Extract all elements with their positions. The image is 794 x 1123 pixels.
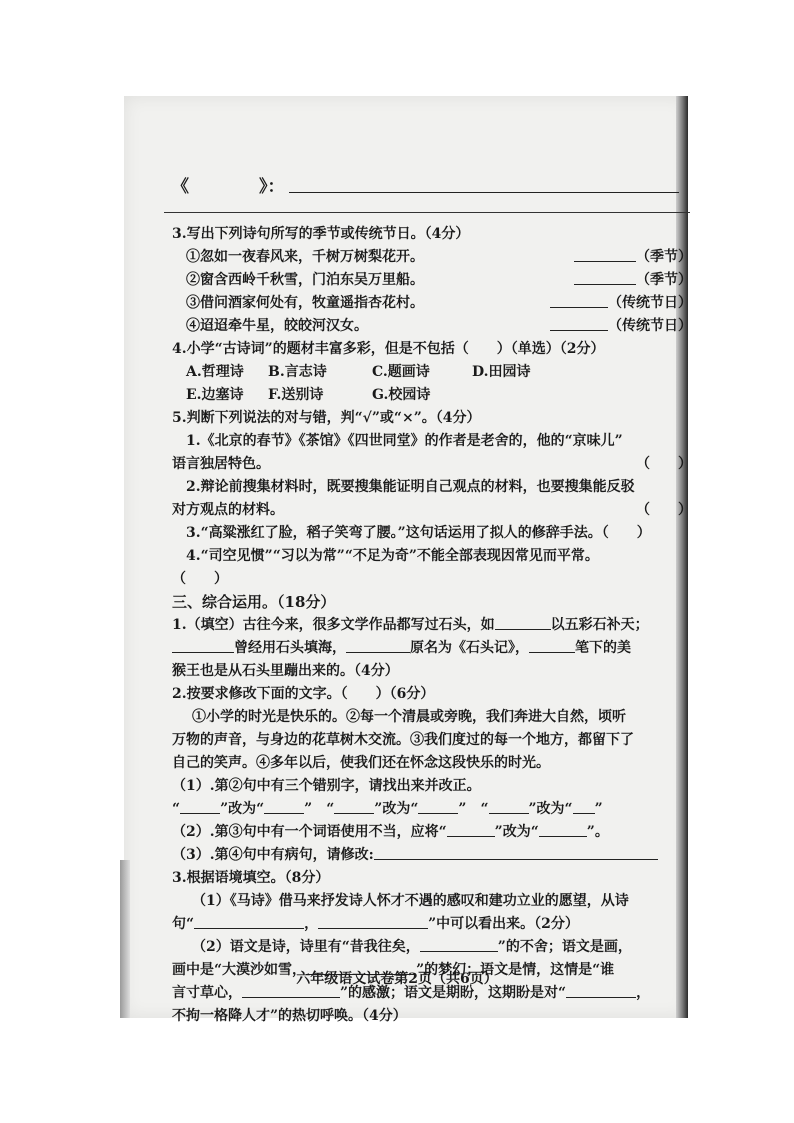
page-footer: 六年级语文试卷第2页（共6页） — [296, 971, 498, 987]
passage-line: ①小学的时光是快乐的。②每一个清晨或旁晚，我们奔进大自然，顷听 — [192, 709, 626, 725]
statement-text: 对方观点的材料。 — [172, 502, 284, 518]
option-c[interactable]: C.题画诗 — [372, 364, 430, 380]
question-title: 4.小学“古诗词”的题材丰富多彩，但是不包括（ ）（单选）（2分） — [172, 341, 605, 357]
answer-blank[interactable] — [550, 315, 608, 331]
quote-mark: “ — [172, 801, 181, 817]
question-title: 5.判断下列说法的对与错，判“√”或“×”。（4分） — [172, 410, 481, 426]
option-a[interactable]: A.哲理诗 — [186, 364, 244, 380]
passage-line: 万物的声音，与身边的花草树木交流。③我们度过的每一个地方，都留下了 — [172, 732, 634, 748]
statement-line — [172, 568, 692, 591]
section-title: 三、综合运用。（18分） — [172, 593, 336, 611]
change-label: ”改为“ — [494, 824, 539, 840]
question-text: 言寸草心， — [172, 985, 242, 1001]
quote-mark: ” “ — [304, 801, 335, 817]
answer-blank[interactable] — [489, 798, 529, 814]
answer-blank[interactable] — [418, 798, 458, 814]
right-bracket: 》： — [259, 177, 285, 197]
answer-blank[interactable] — [289, 177, 679, 193]
option-b[interactable]: B.言志诗 — [268, 364, 327, 380]
hint-label: （季节） — [636, 272, 692, 288]
statement-text: 2.辩论前搜集材料时，既要搜集能证明自己观点的材料，也要搜集能反驳 — [186, 479, 635, 495]
poem-text: ④迢迢牵牛星，皎皎河汉女。 — [186, 318, 368, 334]
passage-line: 自己的笑声。④多年以后，使我们还在怀念这段快乐的时光。 — [172, 755, 550, 771]
question-text: ”中可以看出来。（2分） — [428, 916, 579, 932]
poem-text: ③借问酒家何处有，牧童遥指杏花村。 — [186, 295, 424, 311]
question-text: （3）.第④句中有病句，请修改: — [172, 847, 374, 863]
left-bracket: 《 — [172, 177, 189, 197]
context-line: （1）《马诗》借马来抒发诗人怀才不遇的感叹和建功立业的愿望，从诗 — [192, 893, 629, 909]
context-line — [172, 936, 692, 959]
answer-blank[interactable] — [574, 246, 636, 262]
option-f[interactable]: F.送别诗 — [268, 387, 324, 403]
poem-line — [172, 315, 692, 338]
question-text: （2）.第③句中有一个词语使用不当，应将“ — [172, 824, 447, 840]
sub-question: （1）.第②句中有三个错别字，请找出来并改正。 — [172, 778, 481, 794]
correction-line — [172, 798, 692, 821]
option-row — [172, 384, 692, 407]
exam-content — [172, 176, 692, 1028]
answer-blank[interactable] — [172, 637, 234, 653]
statement-text: 语言独居特色。 — [172, 456, 270, 472]
statement-text: 1.《北京的春节》《茶馆》《四世同堂》的作者是老舍的，他的“京味儿” — [186, 433, 623, 449]
question-text: 句“ — [172, 916, 195, 932]
answer-blank[interactable] — [194, 913, 304, 929]
context-line: 不拘一格降人才”的热切呼唤。（4分） — [172, 1008, 407, 1024]
question-text: 以五彩石补天； — [550, 617, 649, 633]
poem-line — [172, 246, 692, 269]
question-text: 曾经用石头填海， — [234, 640, 346, 656]
fill-line — [172, 637, 692, 660]
statement-line — [172, 522, 692, 545]
quote-mark: ” “ — [458, 801, 489, 817]
answer-blank[interactable] — [550, 292, 608, 308]
question-text: ， — [636, 985, 651, 1001]
option-row — [172, 361, 692, 384]
judgement-paren[interactable]: （ ） — [636, 502, 692, 518]
option-d[interactable]: D.田园诗 — [472, 364, 531, 380]
question-text: 1.（填空）古往今来，很多文学作品都写过石头，如 — [172, 617, 495, 633]
quote-mark: ” — [594, 801, 603, 817]
sub-question — [172, 821, 692, 844]
judgement-paren[interactable]: （ ） — [601, 525, 651, 541]
question-title: 3.根据语境填空。（8分） — [172, 870, 330, 886]
poem-line — [172, 292, 692, 315]
question-text: 笔下的美 — [575, 640, 631, 656]
change-label: ”改为“ — [528, 801, 573, 817]
paper-edge-shadow-left — [120, 860, 130, 1018]
question-text: ， — [304, 916, 319, 932]
poem-text: ②窗含西岭千秋雪，门泊东吴万里船。 — [186, 272, 424, 288]
answer-blank[interactable] — [447, 821, 495, 837]
question-text: 画中是“大漠沙如雪， — [172, 962, 307, 978]
hint-label: （季节） — [636, 249, 692, 265]
divider — [164, 212, 690, 213]
answer-blank[interactable] — [573, 798, 595, 814]
hint-label: （传统节日） — [608, 295, 692, 311]
answer-blank[interactable] — [334, 798, 374, 814]
answer-blank[interactable] — [574, 269, 636, 285]
answer-blank[interactable] — [346, 637, 410, 653]
sub-question — [172, 844, 692, 867]
answer-blank[interactable] — [495, 614, 551, 630]
question-text: 原名为《石头记》， — [410, 640, 529, 656]
question-text: 猴王也是从石头里蹦出来的。（4分） — [172, 663, 399, 679]
question-text: （2）语文是诗，诗里有“昔我往矣， — [192, 939, 420, 955]
answer-blank[interactable] — [264, 798, 304, 814]
fill-line — [172, 614, 692, 637]
option-g[interactable]: G.校园诗 — [372, 387, 431, 403]
quote-mark: ”。 — [586, 824, 609, 840]
judgement-paren[interactable]: （ ） — [636, 456, 692, 472]
statement-line — [172, 453, 692, 476]
judgement-paren[interactable]: （ ） — [172, 571, 228, 587]
answer-blank[interactable] — [529, 637, 575, 653]
answer-blank[interactable] — [318, 913, 428, 929]
change-label: ”改为“ — [374, 801, 419, 817]
question-text: ”的感激；语文是期盼，这期盼是对“ — [340, 985, 567, 1001]
answer-blank[interactable] — [420, 936, 498, 952]
poem-text: ①忽如一夜春风来，千树万树梨花开。 — [186, 249, 424, 265]
question-text: ”的梦幻；语文是情，这情是“谁 — [416, 962, 615, 978]
answer-blank[interactable] — [539, 821, 587, 837]
question-title: 2.按要求修改下面的文字。（ ）（6分） — [172, 686, 435, 702]
statement-text: 4.“司空见惯”“习以为常”“不足为奇”不能全部表现因常见而平常。 — [186, 548, 599, 564]
statement-text: 3.“高粱涨红了脸，稻子笑弯了腰。”这句话运用了拟人的修辞手法。 — [186, 525, 602, 541]
option-e[interactable]: E.边塞诗 — [186, 387, 244, 403]
statement-line — [172, 499, 692, 522]
answer-blank[interactable] — [180, 798, 220, 814]
poem-line — [172, 269, 692, 292]
answer-blank[interactable] — [374, 844, 658, 860]
book-title-blank — [172, 176, 692, 208]
context-line — [172, 913, 692, 936]
question-text: ”的不舍；语文是画， — [497, 939, 632, 955]
hint-label: （传统节日） — [608, 318, 692, 334]
change-label: ”改为“ — [220, 801, 265, 817]
question-title: 3.写出下列诗句所写的季节或传统节日。（4分） — [172, 226, 470, 242]
